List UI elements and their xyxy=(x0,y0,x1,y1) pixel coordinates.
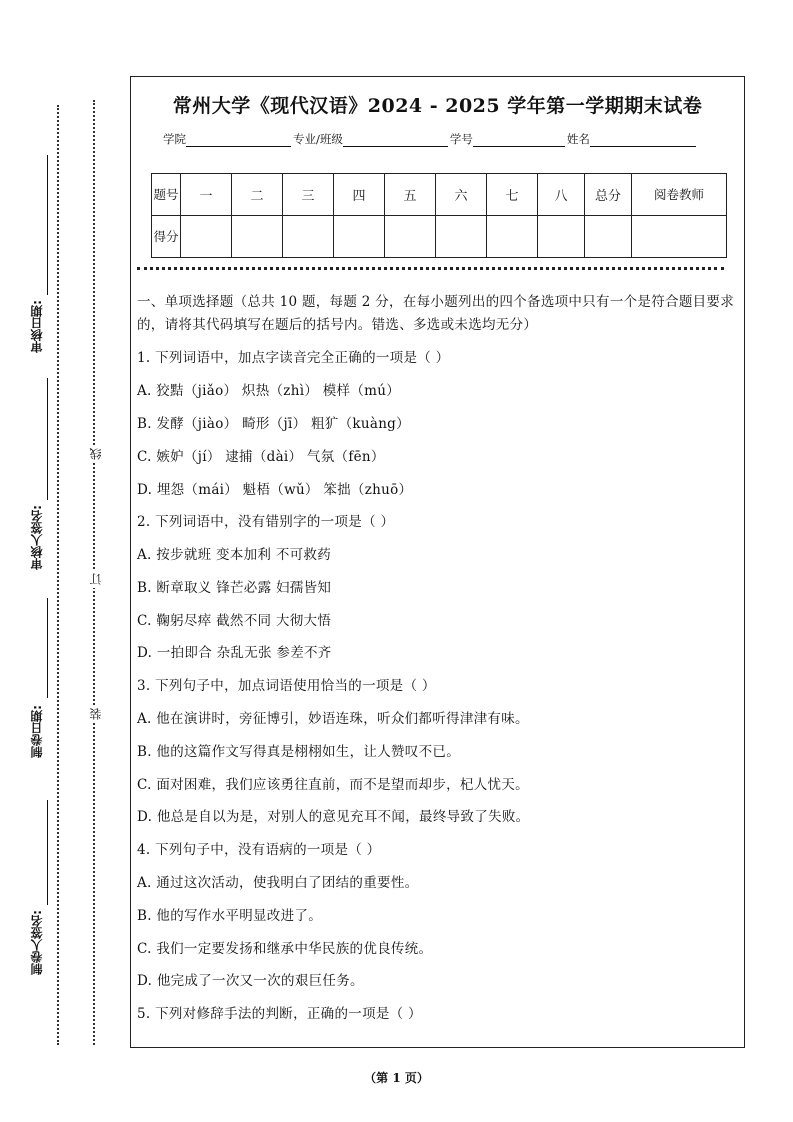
make-date-line xyxy=(47,598,48,698)
score-cell[interactable] xyxy=(385,216,436,258)
question-4-option-a: A. 通过这次活动，使我明白了团结的重要性。 xyxy=(137,875,419,891)
question-2-option-d: D. 一拍即合 杂乱无张 参差不齐 xyxy=(137,645,332,661)
question-4-stem: 4. 下列句子中，没有语病的一项是（ ） xyxy=(137,842,381,858)
college-label: 学院 xyxy=(163,132,186,146)
review-date-line xyxy=(47,155,48,295)
outer-dotted-line xyxy=(57,105,59,1045)
col-1: 一 xyxy=(181,174,232,216)
dotted-separator xyxy=(137,267,724,270)
reviewer-sign-label: 审核人签名: xyxy=(30,505,44,570)
score-cell[interactable] xyxy=(181,216,232,258)
question-3-option-c: C. 面对困难，我们应该勇往直前，而不是望而却步，杞人忧天。 xyxy=(137,777,529,793)
question-2-option-b: B. 断章取义 锋芒必露 妇孺皆知 xyxy=(137,580,332,596)
question-4-option-d: D. 他完成了一次又一次的艰巨任务。 xyxy=(137,973,364,989)
exam-title: 常州大学《现代汉语》2024 - 2025 学年第一学期期末试卷 xyxy=(172,95,703,117)
score-table-header-row xyxy=(152,174,727,216)
col-total: 总分 xyxy=(585,174,632,216)
col-6: 六 xyxy=(436,174,487,216)
question-1-option-a: A. 狡黠（jiǎo） 炽热（zhì） 模样（mú） xyxy=(137,383,401,399)
make-date-label: 制卷日期: xyxy=(30,705,44,758)
maker-sign-label: 制卷人签名: xyxy=(30,910,44,975)
score-cell[interactable] xyxy=(232,216,283,258)
question-3-option-a: A. 他在演讲时，旁征博引，妙语连珠，听众们都听得津津有味。 xyxy=(137,711,529,727)
question-4-option-c: C. 我们一定要发扬和继承中华民族的优良传统。 xyxy=(137,941,433,957)
question-1-option-b: B. 发酵（jiào） 畸形（jī） 粗犷（kuàng） xyxy=(137,416,410,432)
score-cell[interactable] xyxy=(585,216,632,258)
score-table xyxy=(151,173,727,258)
question-4-option-b: B. 他的写作水平明显改进了。 xyxy=(137,908,323,924)
student-id-input[interactable] xyxy=(473,133,565,147)
binding-char-fold: 装 xyxy=(87,705,104,723)
score-cell[interactable] xyxy=(487,216,538,258)
exam-frame xyxy=(130,76,745,1048)
col-7: 七 xyxy=(487,174,538,216)
col-4: 四 xyxy=(334,174,385,216)
question-1-option-c: C. 嫉妒（jí） 逮捕（dài） 气氛（fēn） xyxy=(137,449,385,465)
col-5: 五 xyxy=(385,174,436,216)
question-3-option-d: D. 他总是自以为是，对别人的意见充耳不闻，最终导致了失败。 xyxy=(137,809,530,825)
review-date-label: 审核日期: xyxy=(30,300,44,353)
score-label: 得分 xyxy=(152,216,181,258)
name-input[interactable] xyxy=(590,133,696,147)
question-2-option-a: A. 按步就班 变本加利 不可救药 xyxy=(137,547,332,563)
college-input[interactable] xyxy=(186,133,291,147)
major-input[interactable] xyxy=(343,133,448,147)
col-3: 三 xyxy=(283,174,334,216)
name-label: 姓名 xyxy=(566,132,590,146)
col-2: 二 xyxy=(232,174,283,216)
score-cell[interactable] xyxy=(283,216,334,258)
score-cell[interactable] xyxy=(538,216,585,258)
score-cell[interactable] xyxy=(632,216,727,258)
col-grader: 阅卷教师 xyxy=(632,174,727,216)
question-1-option-d: D. 埋怨（mái） 魁梧（wǔ） 笨拙（zhuō） xyxy=(137,482,413,498)
question-1-stem: 1. 下列词语中，加点字读音完全正确的一项是（ ） xyxy=(137,350,450,366)
reviewer-sign-line xyxy=(47,378,48,500)
page-number: （第 1 页） xyxy=(364,1071,429,1085)
question-number-label: 题号 xyxy=(152,174,181,216)
score-cell[interactable] xyxy=(334,216,385,258)
col-8: 八 xyxy=(538,174,585,216)
student-id-label: 学号 xyxy=(449,132,473,146)
score-cell[interactable] xyxy=(436,216,487,258)
question-3-stem: 3. 下列句子中，加点词语使用恰当的一项是（ ） xyxy=(137,678,436,694)
question-2-option-c: C. 鞠躬尽瘁 截然不同 大彻大悟 xyxy=(137,613,332,629)
binding-char-line: 线 xyxy=(87,445,104,463)
binding-char-staple: 订 xyxy=(87,570,104,588)
section-1-heading: 一、单项选择题（总共 10 题，每题 2 分，在每小题列出的四个备选项中只有一个是符合题目要求的，请将其代码填写在题后的括号内。错选、多选或未选均无分） xyxy=(137,294,735,333)
score-table-score-row xyxy=(152,216,727,258)
maker-sign-line xyxy=(47,800,48,905)
question-2-stem: 2. 下列词语中，没有错别字的一项是（ ） xyxy=(137,514,395,530)
major-label: 专业/班级 xyxy=(293,132,343,146)
question-5-stem: 5. 下列对修辞手法的判断，正确的一项是（ ） xyxy=(137,1006,422,1022)
question-3-option-b: B. 他的这篇作文写得真是栩栩如生，让人赞叹不已。 xyxy=(137,744,461,760)
student-info-row xyxy=(163,131,698,147)
